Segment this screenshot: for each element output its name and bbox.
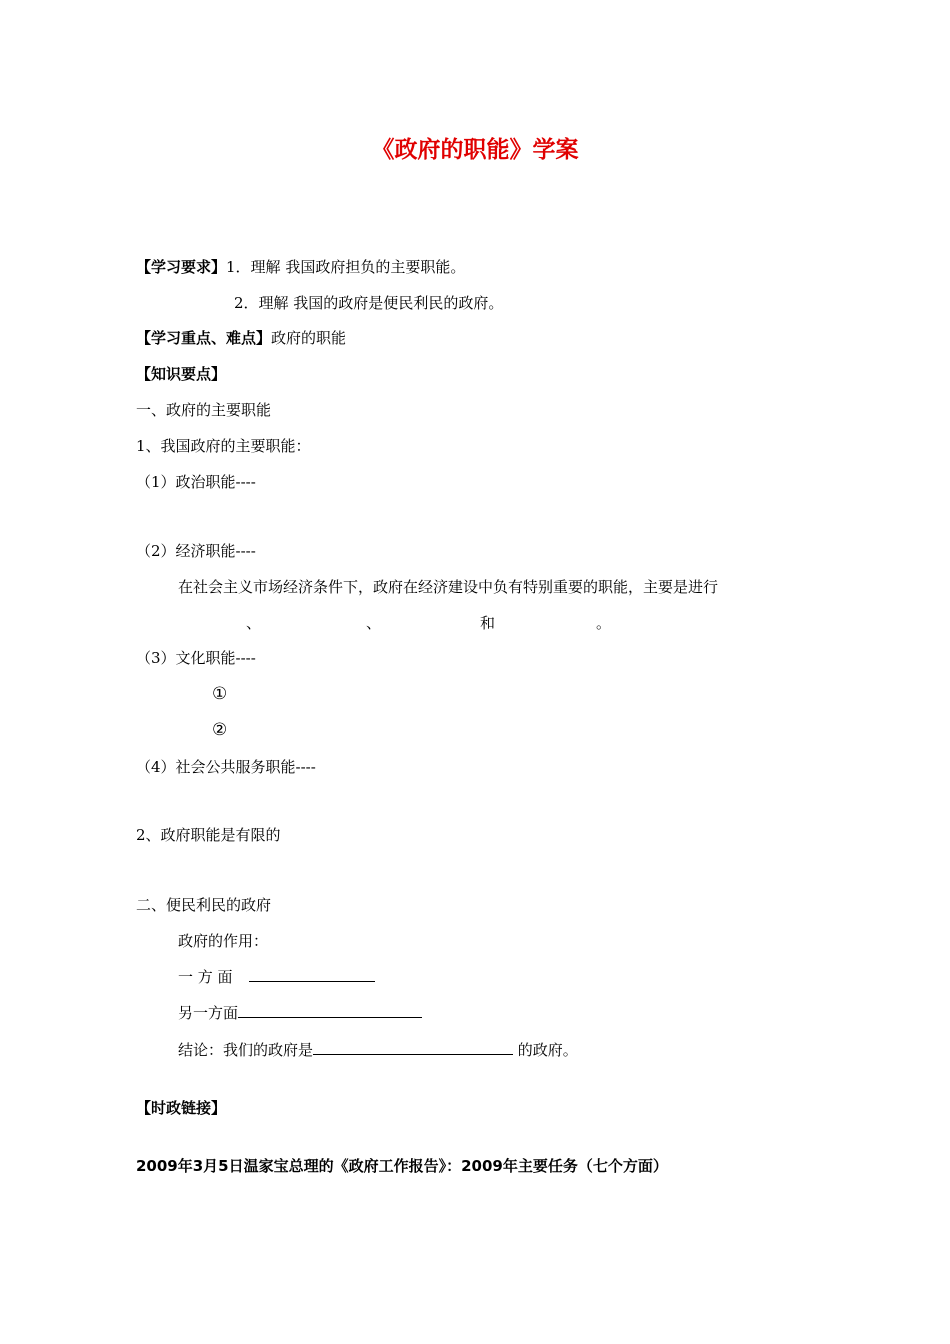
focus-line: [136, 328, 346, 348]
conclusion-prefix: 结论：我们的政府是: [178, 1041, 314, 1059]
news-label: 【时政链接】: [136, 1099, 227, 1117]
one-side-line: [178, 967, 375, 987]
economic-blank-sep-3: 和: [480, 614, 496, 632]
circle-item-1: ①: [212, 684, 228, 704]
social-function: （4）社会公共服务职能----: [136, 758, 316, 776]
knowledge-label: 【知识要点】: [136, 365, 227, 383]
conclusion-line: [178, 1040, 578, 1060]
circle-item-2: ②: [212, 720, 228, 740]
economic-text: 在社会主义市场经济条件下，政府在经济建设中负有特别重要的职能，主要是进行: [178, 578, 719, 596]
economic-blank-end: 。: [596, 614, 612, 632]
requirement-item-1: 1．理解 我国政府担负的主要职能。: [226, 258, 466, 276]
news-headline: 2009年3月5日温家宝总理的《政府工作报告》：2009年主要任务（七个方面）: [136, 1157, 668, 1175]
section-1-heading: 一、政府的主要职能: [136, 401, 272, 419]
cultural-function: （3）文化职能----: [136, 649, 256, 667]
page-title: 《政府的职能》学案: [371, 137, 579, 163]
one-side-blank[interactable]: [249, 967, 375, 982]
point-1: 1、我国政府的主要职能：: [136, 437, 311, 455]
focus-text: 政府的职能: [271, 329, 347, 347]
economic-blank-sep-2: 、: [366, 614, 382, 632]
other-side-blank[interactable]: [238, 1003, 422, 1018]
conclusion-suffix: 的政府。: [513, 1041, 578, 1059]
point-2: 2、政府职能是有限的: [136, 826, 281, 844]
conclusion-blank[interactable]: [313, 1040, 513, 1055]
economic-blank-sep-1: 、: [246, 614, 262, 632]
requirements-line-1: [136, 257, 465, 277]
section-2-heading: 二、便民利民的政府: [136, 896, 272, 914]
requirement-item-2: 2．理解 我国的政府是便民利民的政府。: [234, 294, 504, 312]
requirements-label: 【学习要求】: [136, 258, 227, 276]
other-side-line: [178, 1003, 422, 1023]
government-role: 政府的作用：: [178, 932, 269, 950]
one-side-label: 一 方 面: [178, 968, 233, 986]
focus-label: 【学习重点、难点】: [136, 329, 272, 347]
economic-function: （2）经济职能----: [136, 542, 256, 560]
political-function: （1）政治职能----: [136, 473, 256, 491]
other-side-label: 另一方面: [178, 1004, 239, 1022]
